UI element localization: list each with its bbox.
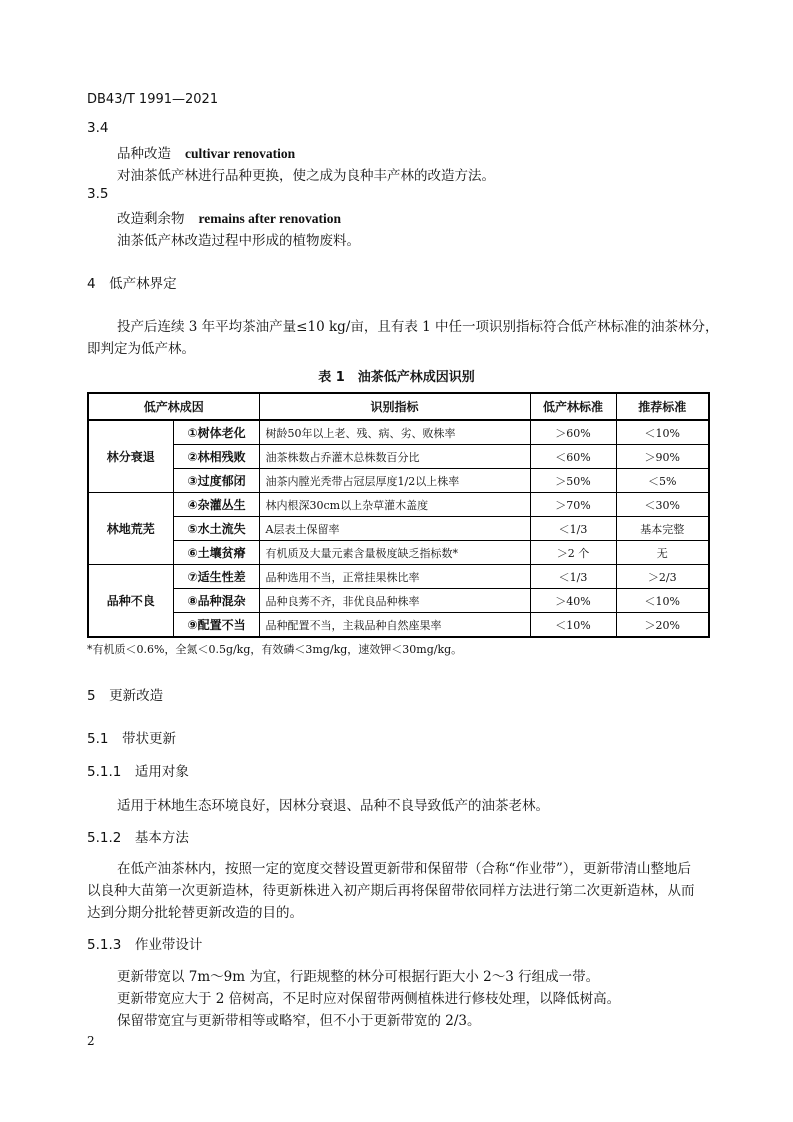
table-row [88, 517, 709, 541]
section-3-5-definition: 油茶低产林改造过程中形成的植物废料。 [117, 233, 360, 249]
low-standard-cell: ＜10% [530, 613, 616, 638]
indicator-cell: 品种选用不当，正常挂果株比率 [259, 565, 530, 589]
low-standard-cell: ＜60% [530, 445, 616, 469]
table-row [88, 493, 709, 517]
low-standard-cell: ＞40% [530, 589, 616, 613]
section-3-4-definition: 对油茶低产林进行品种更换，使之成为良种丰产林的改造方法。 [117, 168, 495, 184]
cause-cell: ④杂灌丛生 [173, 493, 259, 517]
section-3-4-number: 3.4 [87, 120, 109, 136]
section-5-1-3-line1: 更新带宽以 7m～9m 为宜，行距规整的林分可根据行距大小 2～3 行组成一带。 [117, 969, 600, 985]
section-4-para-line1: 投产后连续 3 年平均茶油产量≤10 kg/亩，且有表 1 中任一项识别指标符合低产林标准的油茶林分， [117, 319, 719, 335]
recommended-cell: 基本完整 [616, 517, 709, 541]
section-5-1-3-line3: 保留带宽宜与更新带相等或略窄，但不小于更新带宽的 2/3。 [117, 1013, 481, 1029]
table-row [88, 420, 709, 445]
cause-cell: ⑨配置不当 [173, 613, 259, 638]
table-caption: 表 1 油茶低产林成因识别 [318, 370, 475, 385]
section-4-heading: 4 低产林界定 [87, 276, 177, 292]
header-cause: 低产林成因 [88, 393, 259, 420]
low-standard-cell: ＞2 个 [530, 541, 616, 565]
recommended-cell: ＞90% [616, 445, 709, 469]
header-indicator: 识别指标 [259, 393, 530, 420]
section-5-1-2-line2: 以良种大苗第一次更新造林，待更新株进入初产期后再将保留带依同样方法进行第二次更新造林，从而 [87, 883, 695, 899]
indicator-cell: A层表土保留率 [259, 517, 530, 541]
table-footnote: *有机质＜0.6%，全氮＜0.5g/kg，有效磷＜3mg/kg，速效钾＜30mg/kg。 [87, 643, 463, 656]
indicator-cell: 品种良莠不齐，非优良品种株率 [259, 589, 530, 613]
section-5-1-heading: 5.1 带状更新 [87, 731, 176, 747]
recommended-cell: ＜30% [616, 493, 709, 517]
table-row [88, 589, 709, 613]
table-1 [87, 392, 710, 638]
low-standard-cell: ＜1/3 [530, 565, 616, 589]
low-standard-cell: ＞70% [530, 493, 616, 517]
low-standard-cell: ＜1/3 [530, 517, 616, 541]
cause-cell: ③过度郁闭 [173, 469, 259, 493]
recommended-cell: ＞20% [616, 613, 709, 638]
section-5-1-1-text: 适用于林地生态环境良好，因林分衰退、品种不良导致低产的油茶老林。 [117, 798, 549, 814]
section-5-1-2-line3: 达到分期分批轮替更新改造的目的。 [87, 905, 303, 921]
cause-cell: ①树体老化 [173, 420, 259, 445]
indicator-cell: 油茶株数占乔灌木总株数百分比 [259, 445, 530, 469]
recommended-cell: ＜5% [616, 469, 709, 493]
indicator-cell: 林内根深30cm以上杂草灌木盖度 [259, 493, 530, 517]
cause-cell: ⑧品种混杂 [173, 589, 259, 613]
indicator-cell: 品种配置不当，主栽品种自然座果率 [259, 613, 530, 638]
section-3-4-term [117, 142, 295, 162]
cause-cell: ⑥土壤贫瘠 [173, 541, 259, 565]
header-recommended: 推荐标准 [616, 393, 709, 420]
indicator-cell: 树龄50年以上老、残、病、劣、败株率 [259, 420, 530, 445]
recommended-cell: ＜10% [616, 589, 709, 613]
term-zh: 改造剩余物 [117, 211, 185, 227]
term-en: remains after renovation [198, 211, 341, 226]
low-standard-cell: ＞50% [530, 469, 616, 493]
section-5-1-3-line2: 更新带宽应大于 2 倍树高，不足时应对保留带两侧植株进行修枝处理，以降低树高。 [117, 991, 621, 1007]
table-header-row [88, 393, 709, 420]
cause-cell: ⑦适生性差 [173, 565, 259, 589]
document-header: DB43/T 1991—2021 [87, 92, 219, 107]
section-5-1-1-heading: 5.1.1 适用对象 [87, 764, 189, 780]
page-number: 2 [87, 1034, 95, 1048]
recommended-cell: 无 [616, 541, 709, 565]
table-row [88, 613, 709, 638]
term-en: cultivar renovation [185, 146, 296, 161]
term-zh: 品种改造 [117, 146, 171, 162]
section-5-heading: 5 更新改造 [87, 688, 164, 704]
table-row [88, 469, 709, 493]
table-row [88, 541, 709, 565]
cause-cell: ②林相残败 [173, 445, 259, 469]
low-standard-cell: ＞60% [530, 420, 616, 445]
group-label: 林地荒芜 [88, 493, 173, 565]
indicator-cell: 有机质及大量元素含量极度缺乏指标数* [259, 541, 530, 565]
indicator-cell: 油茶内膛光秃带占冠层厚度1/2以上株率 [259, 469, 530, 493]
header-low-standard: 低产林标准 [530, 393, 616, 420]
section-4-para-line2: 即判定为低产林。 [87, 341, 195, 357]
section-5-1-2-line1: 在低产油茶林内，按照一定的宽度交替设置更新带和保留带（合称“作业带”），更新带清山整地后 [117, 861, 692, 877]
recommended-cell: ＜10% [616, 420, 709, 445]
section-3-5-term [117, 207, 341, 227]
section-5-1-3-heading: 5.1.3 作业带设计 [87, 937, 203, 953]
recommended-cell: ＞2/3 [616, 565, 709, 589]
table-row [88, 445, 709, 469]
cause-cell: ⑤水土流失 [173, 517, 259, 541]
section-5-1-2-heading: 5.1.2 基本方法 [87, 830, 189, 846]
group-label: 林分衰退 [88, 420, 173, 493]
group-label: 品种不良 [88, 565, 173, 638]
section-3-5-number: 3.5 [87, 186, 109, 202]
table-row [88, 565, 709, 589]
